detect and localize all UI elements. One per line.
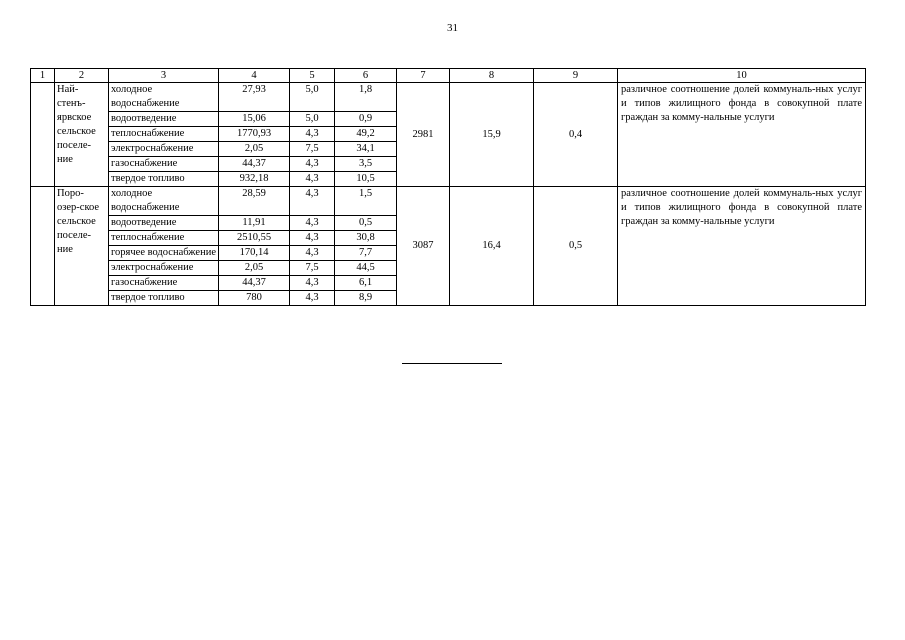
value-col6: 1,5	[335, 187, 397, 216]
value-col4: 2,05	[219, 261, 290, 276]
header-cell: 4	[219, 69, 290, 83]
table-row	[31, 83, 866, 112]
value-col6: 49,2	[335, 127, 397, 142]
value-col4: 11,91	[219, 216, 290, 231]
header-cell: 9	[534, 69, 618, 83]
service-name: твердое топливо	[109, 291, 219, 306]
service-name: теплоснабжение	[109, 127, 219, 142]
value-col5: 4,3	[290, 291, 335, 306]
value-col4: 44,37	[219, 276, 290, 291]
service-name: электроснабжение	[109, 142, 219, 157]
value-col4: 1770,93	[219, 127, 290, 142]
service-name: газоснабжение	[109, 276, 219, 291]
value-col5: 4,3	[290, 127, 335, 142]
settlement-name: Най-стенъ-ярвское сельское поселе-ние	[55, 83, 109, 187]
value-col5: 5,0	[290, 112, 335, 127]
value-col6: 6,1	[335, 276, 397, 291]
service-name: холодное водоснабжение	[109, 83, 219, 112]
empty-cell	[31, 83, 55, 187]
note-cell: различное соотношение долей коммуналь-ных услуг и типов жилищного фонда в совокупной плате граждан за комму-нальные услуги	[618, 187, 866, 306]
value-col4: 780	[219, 291, 290, 306]
value-col4: 44,37	[219, 157, 290, 172]
settlement-name: Поро-озер-ское сельское поселе-ние	[55, 187, 109, 306]
header-cell: 3	[109, 69, 219, 83]
value-col4: 932,18	[219, 172, 290, 187]
tariff-table	[30, 68, 866, 306]
value-col6: 3,5	[335, 157, 397, 172]
service-name: водоотведение	[109, 216, 219, 231]
value-col5: 4,3	[290, 231, 335, 246]
value-col5: 7,5	[290, 261, 335, 276]
value-col8: 16,4	[450, 187, 534, 306]
service-name: водоотведение	[109, 112, 219, 127]
note-cell: различное соотношение долей коммуналь-ных услуг и типов жилищного фонда в совокупной плате граждан за комму-нальные услуги	[618, 83, 866, 187]
value-col8: 15,9	[450, 83, 534, 187]
service-name: электроснабжение	[109, 261, 219, 276]
value-col9: 0,5	[534, 187, 618, 306]
service-name: горячее водоснабжение	[109, 246, 219, 261]
value-col6: 8,9	[335, 291, 397, 306]
bottom-rule	[402, 363, 502, 364]
header-row	[31, 69, 866, 83]
value-col7: 2981	[397, 83, 450, 187]
service-name: холодное водоснабжение	[109, 187, 219, 216]
value-col5: 4,3	[290, 172, 335, 187]
value-col6: 30,8	[335, 231, 397, 246]
value-col6: 7,7	[335, 246, 397, 261]
value-col6: 10,5	[335, 172, 397, 187]
header-cell: 1	[31, 69, 55, 83]
value-col5: 4,3	[290, 246, 335, 261]
value-col5: 4,3	[290, 276, 335, 291]
value-col4: 170,14	[219, 246, 290, 261]
value-col6: 44,5	[335, 261, 397, 276]
service-name: газоснабжение	[109, 157, 219, 172]
value-col5: 4,3	[290, 157, 335, 172]
value-col4: 15,06	[219, 112, 290, 127]
header-cell: 6	[335, 69, 397, 83]
value-col6: 0,5	[335, 216, 397, 231]
value-col6: 34,1	[335, 142, 397, 157]
empty-cell	[31, 187, 55, 306]
value-col4: 2510,55	[219, 231, 290, 246]
value-col4: 2,05	[219, 142, 290, 157]
value-col6: 0,9	[335, 112, 397, 127]
header-cell: 8	[450, 69, 534, 83]
value-col5: 4,3	[290, 216, 335, 231]
value-col5: 7,5	[290, 142, 335, 157]
value-col5: 5,0	[290, 83, 335, 112]
header-cell: 2	[55, 69, 109, 83]
header-cell: 5	[290, 69, 335, 83]
header-cell: 10	[618, 69, 866, 83]
service-name: теплоснабжение	[109, 231, 219, 246]
value-col6: 1,8	[335, 83, 397, 112]
table-row	[31, 187, 866, 216]
value-col9: 0,4	[534, 83, 618, 187]
service-name: твердое топливо	[109, 172, 219, 187]
value-col4: 28,59	[219, 187, 290, 216]
value-col5: 4,3	[290, 187, 335, 216]
value-col4: 27,93	[219, 83, 290, 112]
header-cell: 7	[397, 69, 450, 83]
page-number: 31	[447, 22, 458, 34]
table-body	[31, 69, 866, 306]
value-col7: 3087	[397, 187, 450, 306]
